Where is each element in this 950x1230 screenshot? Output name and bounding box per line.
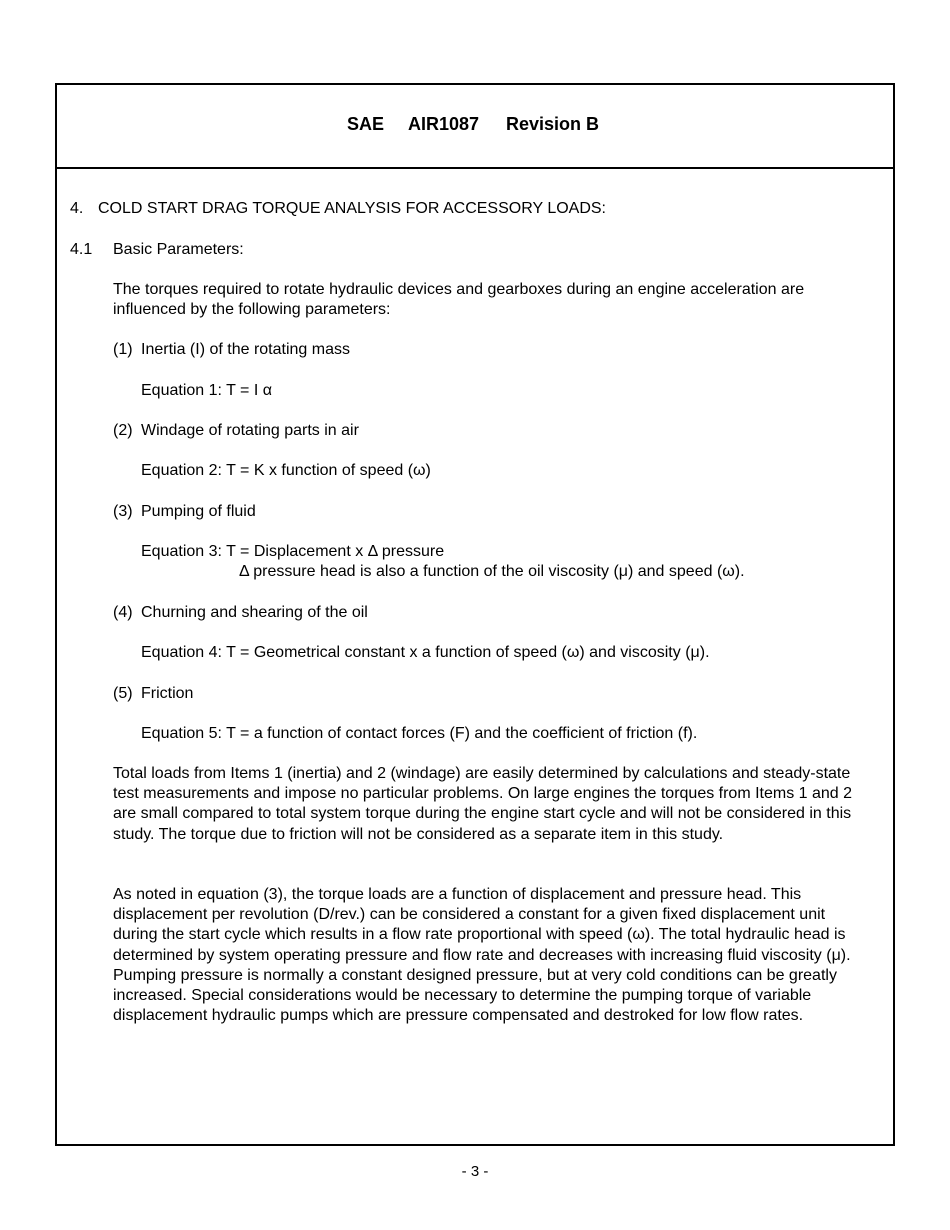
paragraph-pumping: As noted in equation (3), the torque loads are a function of displacement and pressure head. This displacement per revolution (D/rev.) can be considered a constant for a given fixed displacement unit during the start cycle which results in a flow rate proportional with speed (ω). The total hydraulic head is determined by system operating pressure and flow rate and decreases with increasing fluid viscosity (μ). Pumping pressure is normally a constant designed pressure, but at very cold conditions can be greatly increased. Special considerations would be necessary to determine the pumping torque of variable displacement hydraulic pumps which are pressure compensated and destroked for low flow rates.	[113, 886, 851, 1025]
item-text: Inertia (I) of the rotating mass	[141, 341, 350, 358]
item-text: Churning and shearing of the oil	[141, 604, 368, 621]
intro-line-1: The torques required to rotate hydraulic devices and gearboxes during an engine acceleration are	[113, 281, 805, 298]
item-number: (5)	[113, 685, 133, 702]
section-title: COLD START DRAG TORQUE ANALYSIS FOR ACCESSORY LOADS:	[98, 200, 606, 217]
item-number: (4)	[113, 604, 133, 621]
section-number: 4.	[70, 200, 84, 217]
equation-note: Δ pressure head is also a function of the oil viscosity (μ) and speed (ω).	[239, 563, 745, 580]
page-number: - 3 -	[461, 1163, 489, 1180]
item-number: (3)	[113, 503, 133, 520]
item-number: (2)	[113, 422, 133, 439]
equation: Equation 2: T = K x function of speed (ω)	[141, 462, 431, 479]
item-text: Pumping of fluid	[141, 503, 256, 520]
header-org: SAE	[347, 114, 385, 134]
subsection-number: 4.1	[70, 241, 93, 258]
page-frame	[55, 83, 895, 1146]
intro-line-2: influenced by the following parameters:	[113, 301, 391, 318]
equation: Equation 4: T = Geometrical constant x a function of speed (ω) and viscosity (μ).	[141, 644, 710, 661]
paragraph-totals: Total loads from Items 1 (inertia) and 2 (windage) are easily determined by calculations and steady-state test measurements and impose no particular problems. On large engines the torques from Items 1 and 2 are small compared to total system torque during the engine start cycle and will not be considered in this study. The torque due to friction will not be considered as a separate item in this study.	[113, 765, 853, 843]
header-doc-number: AIR1087	[408, 114, 480, 134]
item-text: Friction	[141, 685, 194, 702]
item-number: (1)	[113, 341, 133, 358]
equation: Equation 3: T = Displacement x Δ pressure	[141, 543, 445, 560]
document-header	[57, 85, 893, 169]
subsection-title: Basic Parameters:	[113, 241, 244, 258]
header-revision: Revision B	[506, 114, 600, 134]
equation: Equation 5: T = a function of contact forces (F) and the coefficient of friction (f).	[141, 725, 698, 742]
item-text: Windage of rotating parts in air	[141, 422, 359, 439]
equation: Equation 1: T = I α	[141, 382, 272, 399]
